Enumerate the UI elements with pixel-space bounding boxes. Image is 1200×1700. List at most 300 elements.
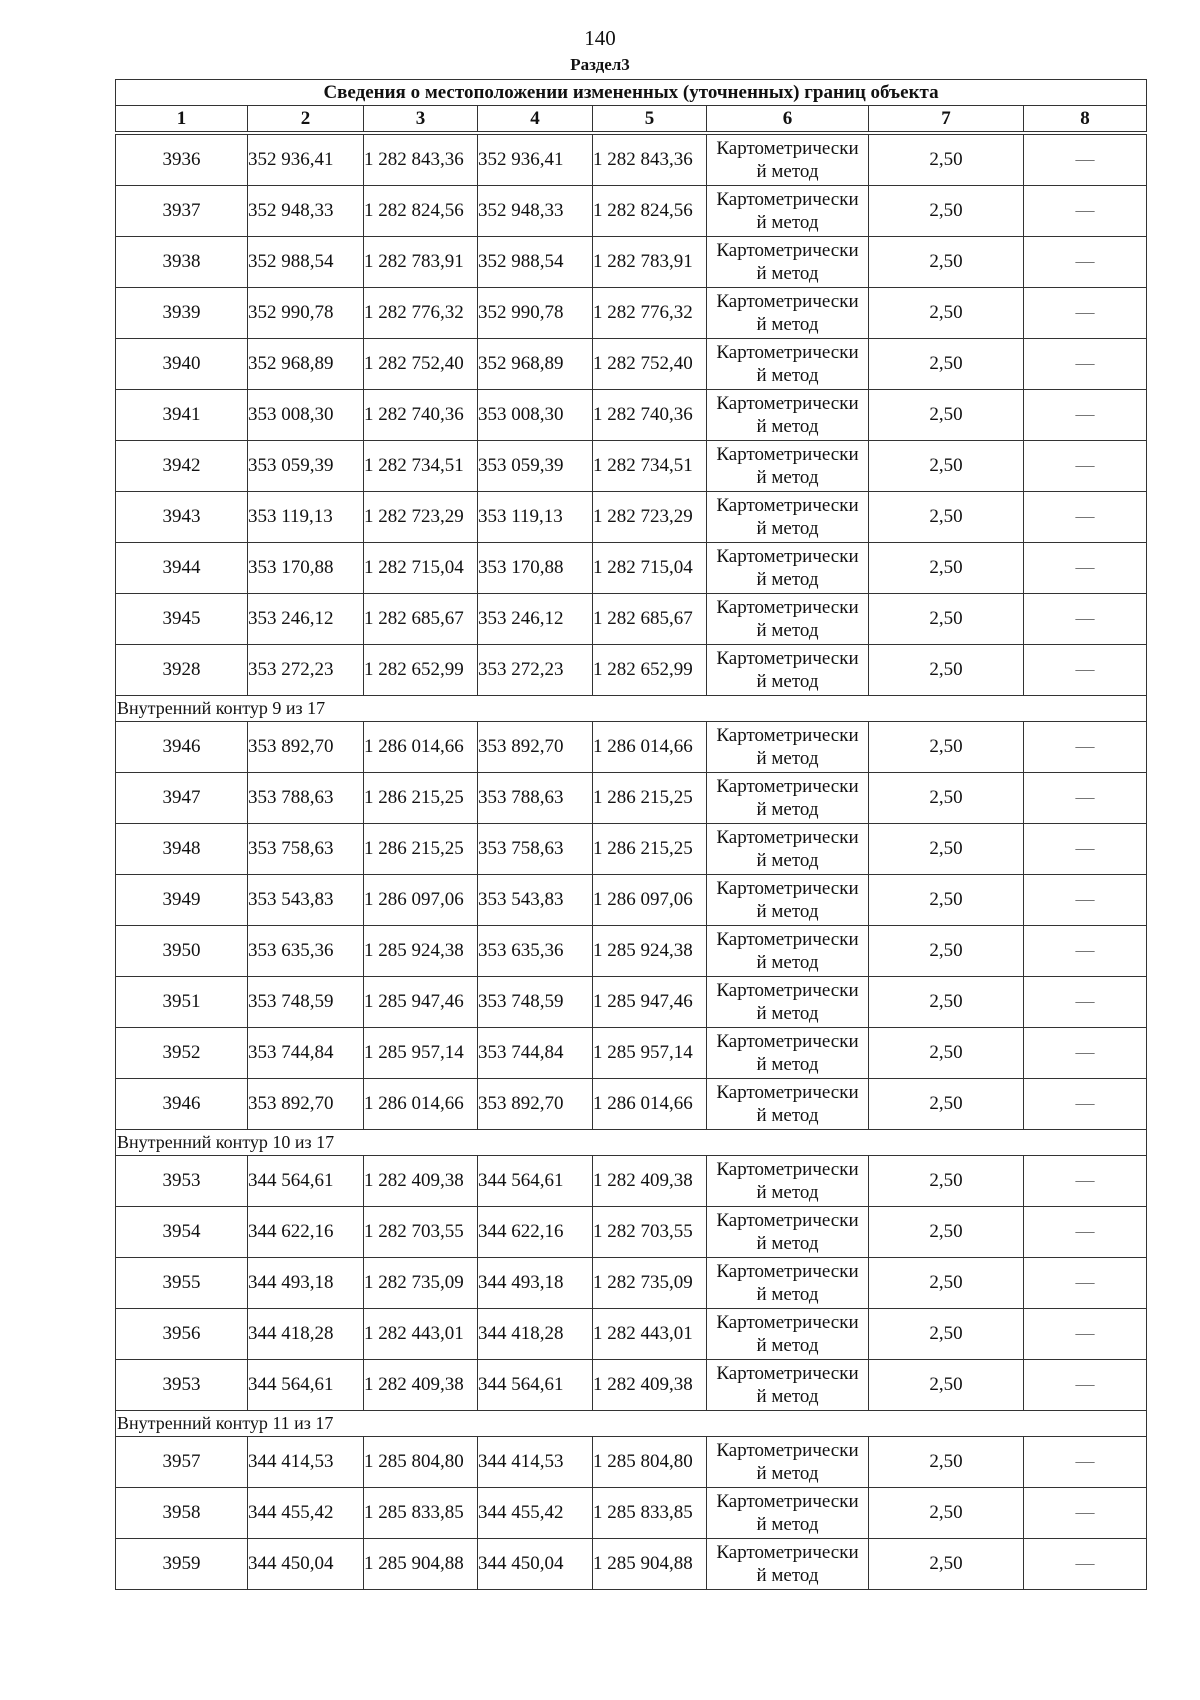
x-refined-cell: 352 948,33: [478, 186, 593, 237]
x-existing-cell: 352 990,78: [248, 288, 364, 339]
point-number-cell: 3941: [116, 390, 248, 441]
method-line: й метод: [756, 416, 819, 437]
method-line: й метод: [756, 1003, 819, 1024]
x-existing-cell: 353 272,23: [248, 645, 364, 696]
table-row: [116, 543, 1147, 594]
table-body: [116, 135, 1147, 1590]
method-line: й метод: [756, 952, 819, 973]
method-line: й метод: [756, 1463, 819, 1484]
column-number-row: [116, 106, 1147, 132]
method-cell: [707, 645, 869, 696]
method-line: Картометрически: [716, 980, 859, 1001]
y-refined-cell: 1 285 947,46: [593, 977, 707, 1028]
table-row: [116, 1309, 1147, 1360]
x-existing-cell: 344 622,16: [248, 1207, 364, 1258]
method-cell: [707, 288, 869, 339]
method-line: Картометрически: [716, 827, 859, 848]
point-number-cell: 3950: [116, 926, 248, 977]
method-cell: [707, 390, 869, 441]
note-cell: —: [1024, 1437, 1147, 1488]
precision-cell: 2,50: [869, 1028, 1024, 1079]
y-refined-cell: 1 286 014,66: [593, 1079, 707, 1130]
method-line: й метод: [756, 365, 819, 386]
method-cell: [707, 492, 869, 543]
x-refined-cell: 344 414,53: [478, 1437, 593, 1488]
method-cell: [707, 186, 869, 237]
note-cell: —: [1024, 1207, 1147, 1258]
point-number-cell: 3943: [116, 492, 248, 543]
method-line: Картометрически: [716, 291, 859, 312]
y-refined-cell: 1 282 752,40: [593, 339, 707, 390]
method-cell: [707, 594, 869, 645]
table-row: [116, 390, 1147, 441]
y-existing-cell: 1 282 715,04: [364, 543, 478, 594]
method-line: й метод: [756, 1054, 819, 1075]
method-line: й метод: [756, 748, 819, 769]
x-existing-cell: 344 564,61: [248, 1360, 364, 1411]
x-refined-cell: 353 246,12: [478, 594, 593, 645]
table-row: [116, 237, 1147, 288]
method-line: й метод: [756, 901, 819, 922]
precision-cell: 2,50: [869, 135, 1024, 186]
y-existing-cell: 1 285 804,80: [364, 1437, 478, 1488]
y-refined-cell: 1 282 409,38: [593, 1156, 707, 1207]
method-line: й метод: [756, 212, 819, 233]
note-cell: —: [1024, 1309, 1147, 1360]
table-row: [116, 441, 1147, 492]
method-line: Картометрически: [716, 342, 859, 363]
x-existing-cell: 344 414,53: [248, 1437, 364, 1488]
y-existing-cell: 1 285 924,38: [364, 926, 478, 977]
precision-cell: 2,50: [869, 824, 1024, 875]
note-cell: —: [1024, 824, 1147, 875]
note-cell: —: [1024, 1488, 1147, 1539]
method-line: Картометрически: [716, 393, 859, 414]
method-line: Картометрически: [716, 1082, 859, 1103]
x-refined-cell: 344 418,28: [478, 1309, 593, 1360]
column-number: 2: [248, 106, 364, 132]
method-line: й метод: [756, 1386, 819, 1407]
note-cell: —: [1024, 977, 1147, 1028]
x-refined-cell: 352 988,54: [478, 237, 593, 288]
table-row: [116, 977, 1147, 1028]
y-existing-cell: 1 282 723,29: [364, 492, 478, 543]
y-existing-cell: 1 282 752,40: [364, 339, 478, 390]
y-refined-cell: 1 282 783,91: [593, 237, 707, 288]
y-refined-cell: 1 285 957,14: [593, 1028, 707, 1079]
x-existing-cell: 353 788,63: [248, 773, 364, 824]
x-existing-cell: 344 418,28: [248, 1309, 364, 1360]
x-existing-cell: 353 119,13: [248, 492, 364, 543]
method-line: Картометрически: [716, 725, 859, 746]
x-refined-cell: 344 564,61: [478, 1156, 593, 1207]
note-cell: —: [1024, 186, 1147, 237]
point-number-cell: 3944: [116, 543, 248, 594]
method-cell: [707, 1309, 869, 1360]
y-existing-cell: 1 285 947,46: [364, 977, 478, 1028]
note-cell: —: [1024, 1360, 1147, 1411]
table-row: [116, 288, 1147, 339]
precision-cell: 2,50: [869, 543, 1024, 594]
precision-cell: 2,50: [869, 1207, 1024, 1258]
method-line: й метод: [756, 518, 819, 539]
y-refined-cell: 1 285 804,80: [593, 1437, 707, 1488]
table-row: [116, 492, 1147, 543]
method-cell: [707, 237, 869, 288]
method-cell: [707, 543, 869, 594]
method-cell: [707, 1207, 869, 1258]
y-existing-cell: 1 282 740,36: [364, 390, 478, 441]
y-refined-cell: 1 285 833,85: [593, 1488, 707, 1539]
note-cell: —: [1024, 492, 1147, 543]
y-existing-cell: 1 282 783,91: [364, 237, 478, 288]
method-line: й метод: [756, 467, 819, 488]
note-cell: —: [1024, 722, 1147, 773]
point-number-cell: 3939: [116, 288, 248, 339]
table-row: [116, 875, 1147, 926]
note-cell: —: [1024, 1258, 1147, 1309]
table-row: [116, 1360, 1147, 1411]
precision-cell: 2,50: [869, 722, 1024, 773]
method-line: Картометрически: [716, 444, 859, 465]
method-cell: [707, 1028, 869, 1079]
x-existing-cell: 353 008,30: [248, 390, 364, 441]
method-line: й метод: [756, 314, 819, 335]
y-existing-cell: 1 282 734,51: [364, 441, 478, 492]
y-refined-cell: 1 282 685,67: [593, 594, 707, 645]
precision-cell: 2,50: [869, 875, 1024, 926]
point-number-cell: 3948: [116, 824, 248, 875]
y-existing-cell: 1 282 652,99: [364, 645, 478, 696]
method-line: Картометрически: [716, 1542, 859, 1563]
y-refined-cell: 1 282 715,04: [593, 543, 707, 594]
y-refined-cell: 1 282 703,55: [593, 1207, 707, 1258]
contour-row: [116, 1130, 1147, 1156]
precision-cell: 2,50: [869, 926, 1024, 977]
note-cell: —: [1024, 1079, 1147, 1130]
y-existing-cell: 1 286 014,66: [364, 1079, 478, 1130]
point-number-cell: 3958: [116, 1488, 248, 1539]
column-number: 6: [707, 106, 869, 132]
method-line: Картометрически: [716, 546, 859, 567]
point-number-cell: 3952: [116, 1028, 248, 1079]
point-number-cell: 3956: [116, 1309, 248, 1360]
point-number-cell: 3946: [116, 722, 248, 773]
note-cell: —: [1024, 773, 1147, 824]
note-cell: —: [1024, 237, 1147, 288]
method-line: Картометрически: [716, 495, 859, 516]
x-existing-cell: 353 744,84: [248, 1028, 364, 1079]
method-line: Картометрически: [716, 1031, 859, 1052]
precision-cell: 2,50: [869, 1258, 1024, 1309]
method-line: й метод: [756, 161, 819, 182]
point-number-cell: 3959: [116, 1539, 248, 1590]
precision-cell: 2,50: [869, 1539, 1024, 1590]
y-refined-cell: 1 282 740,36: [593, 390, 707, 441]
x-refined-cell: 353 119,13: [478, 492, 593, 543]
method-line: й метод: [756, 1233, 819, 1254]
section-title: Раздел3: [570, 55, 630, 74]
method-line: й метод: [756, 1182, 819, 1203]
method-line: й метод: [756, 1284, 819, 1305]
y-existing-cell: 1 282 703,55: [364, 1207, 478, 1258]
point-number-cell: 3946: [116, 1079, 248, 1130]
method-line: й метод: [756, 1105, 819, 1126]
x-existing-cell: 344 564,61: [248, 1156, 364, 1207]
y-existing-cell: 1 282 409,38: [364, 1360, 478, 1411]
note-cell: —: [1024, 441, 1147, 492]
method-cell: [707, 1488, 869, 1539]
y-existing-cell: 1 285 957,14: [364, 1028, 478, 1079]
method-cell: [707, 977, 869, 1028]
table-row: [116, 339, 1147, 390]
method-line: Картометрически: [716, 878, 859, 899]
point-number-cell: 3938: [116, 237, 248, 288]
precision-cell: 2,50: [869, 441, 1024, 492]
method-cell: [707, 1360, 869, 1411]
method-cell: [707, 773, 869, 824]
precision-cell: 2,50: [869, 1488, 1024, 1539]
x-existing-cell: 353 170,88: [248, 543, 364, 594]
x-refined-cell: 353 170,88: [478, 543, 593, 594]
table-row: [116, 135, 1147, 186]
method-line: Картометрически: [716, 1440, 859, 1461]
x-existing-cell: 344 455,42: [248, 1488, 364, 1539]
y-existing-cell: 1 282 735,09: [364, 1258, 478, 1309]
y-refined-cell: 1 282 776,32: [593, 288, 707, 339]
method-line: Картометрически: [716, 189, 859, 210]
x-refined-cell: 353 892,70: [478, 722, 593, 773]
precision-cell: 2,50: [869, 186, 1024, 237]
method-line: Картометрически: [716, 776, 859, 797]
method-line: й метод: [756, 850, 819, 871]
x-existing-cell: 353 748,59: [248, 977, 364, 1028]
method-cell: [707, 1079, 869, 1130]
point-number-cell: 3955: [116, 1258, 248, 1309]
x-refined-cell: 353 758,63: [478, 824, 593, 875]
method-cell: [707, 875, 869, 926]
column-number: 3: [364, 106, 478, 132]
precision-cell: 2,50: [869, 237, 1024, 288]
column-number: 1: [116, 106, 248, 132]
precision-cell: 2,50: [869, 1437, 1024, 1488]
table-row: [116, 1156, 1147, 1207]
method-cell: [707, 1539, 869, 1590]
precision-cell: 2,50: [869, 1360, 1024, 1411]
precision-cell: 2,50: [869, 1309, 1024, 1360]
x-refined-cell: 344 493,18: [478, 1258, 593, 1309]
table-row: [116, 594, 1147, 645]
x-refined-cell: 353 635,36: [478, 926, 593, 977]
x-existing-cell: 353 758,63: [248, 824, 364, 875]
point-number-cell: 3947: [116, 773, 248, 824]
table-caption: Сведения о местоположении измененных (уточненных) границ объекта: [116, 80, 1147, 106]
method-line: Картометрически: [716, 1312, 859, 1333]
x-refined-cell: 353 008,30: [478, 390, 593, 441]
x-existing-cell: 352 968,89: [248, 339, 364, 390]
point-number-cell: 3953: [116, 1156, 248, 1207]
note-cell: —: [1024, 1539, 1147, 1590]
method-line: Картометрически: [716, 1261, 859, 1282]
table-row: [116, 1437, 1147, 1488]
table-row: [116, 1488, 1147, 1539]
method-line: Картометрически: [716, 1210, 859, 1231]
x-existing-cell: 344 450,04: [248, 1539, 364, 1590]
y-refined-cell: 1 286 097,06: [593, 875, 707, 926]
point-number-cell: 3957: [116, 1437, 248, 1488]
method-cell: [707, 135, 869, 186]
table-row: [116, 1539, 1147, 1590]
y-refined-cell: 1 282 734,51: [593, 441, 707, 492]
y-refined-cell: 1 286 014,66: [593, 722, 707, 773]
table-row: [116, 186, 1147, 237]
method-line: й метод: [756, 1335, 819, 1356]
x-existing-cell: 344 493,18: [248, 1258, 364, 1309]
y-existing-cell: 1 282 843,36: [364, 135, 478, 186]
note-cell: —: [1024, 543, 1147, 594]
table-row: [116, 722, 1147, 773]
method-line: Картометрически: [716, 138, 859, 159]
column-number: 5: [593, 106, 707, 132]
y-existing-cell: 1 286 215,25: [364, 824, 478, 875]
method-line: Картометрически: [716, 1159, 859, 1180]
note-cell: —: [1024, 135, 1147, 186]
x-existing-cell: 353 543,83: [248, 875, 364, 926]
x-refined-cell: 353 892,70: [478, 1079, 593, 1130]
x-refined-cell: 353 748,59: [478, 977, 593, 1028]
note-cell: —: [1024, 645, 1147, 696]
y-existing-cell: 1 286 014,66: [364, 722, 478, 773]
note-cell: —: [1024, 1028, 1147, 1079]
method-line: Картометрически: [716, 648, 859, 669]
point-number-cell: 3936: [116, 135, 248, 186]
contour-label: Внутренний контур 10 из 17: [116, 1130, 1147, 1156]
y-existing-cell: 1 282 685,67: [364, 594, 478, 645]
x-refined-cell: 344 622,16: [478, 1207, 593, 1258]
column-number: 7: [869, 106, 1024, 132]
point-number-cell: 3937: [116, 186, 248, 237]
method-cell: [707, 1437, 869, 1488]
method-line: й метод: [756, 569, 819, 590]
precision-cell: 2,50: [869, 339, 1024, 390]
table-row: [116, 1028, 1147, 1079]
y-existing-cell: 1 285 833,85: [364, 1488, 478, 1539]
contour-label: Внутренний контур 9 из 17: [116, 696, 1147, 722]
y-existing-cell: 1 282 824,56: [364, 186, 478, 237]
y-refined-cell: 1 282 652,99: [593, 645, 707, 696]
precision-cell: 2,50: [869, 645, 1024, 696]
note-cell: —: [1024, 926, 1147, 977]
x-existing-cell: 352 936,41: [248, 135, 364, 186]
x-refined-cell: 353 059,39: [478, 441, 593, 492]
table-row: [116, 1258, 1147, 1309]
x-refined-cell: 352 968,89: [478, 339, 593, 390]
y-existing-cell: 1 282 409,38: [364, 1156, 478, 1207]
y-refined-cell: 1 286 215,25: [593, 824, 707, 875]
method-line: Картометрически: [716, 240, 859, 261]
note-cell: —: [1024, 390, 1147, 441]
y-refined-cell: 1 282 824,56: [593, 186, 707, 237]
precision-cell: 2,50: [869, 977, 1024, 1028]
x-refined-cell: 344 455,42: [478, 1488, 593, 1539]
precision-cell: 2,50: [869, 594, 1024, 645]
point-number-cell: 3945: [116, 594, 248, 645]
y-refined-cell: 1 285 924,38: [593, 926, 707, 977]
x-existing-cell: 353 892,70: [248, 722, 364, 773]
x-existing-cell: 353 246,12: [248, 594, 364, 645]
y-refined-cell: 1 286 215,25: [593, 773, 707, 824]
precision-cell: 2,50: [869, 1156, 1024, 1207]
table-row: [116, 773, 1147, 824]
y-refined-cell: 1 282 723,29: [593, 492, 707, 543]
x-refined-cell: 353 543,83: [478, 875, 593, 926]
method-line: й метод: [756, 671, 819, 692]
x-existing-cell: 352 948,33: [248, 186, 364, 237]
method-line: Картометрически: [716, 1491, 859, 1512]
y-refined-cell: 1 282 735,09: [593, 1258, 707, 1309]
method-line: й метод: [756, 799, 819, 820]
y-refined-cell: 1 285 904,88: [593, 1539, 707, 1590]
note-cell: —: [1024, 594, 1147, 645]
point-number-cell: 3953: [116, 1360, 248, 1411]
method-line: Картометрически: [716, 929, 859, 950]
x-existing-cell: 353 892,70: [248, 1079, 364, 1130]
note-cell: —: [1024, 1156, 1147, 1207]
x-existing-cell: 353 635,36: [248, 926, 364, 977]
method-line: й метод: [756, 1565, 819, 1586]
method-cell: [707, 1258, 869, 1309]
x-refined-cell: 352 990,78: [478, 288, 593, 339]
point-number-cell: 3951: [116, 977, 248, 1028]
y-refined-cell: 1 282 409,38: [593, 1360, 707, 1411]
point-number-cell: 3942: [116, 441, 248, 492]
note-cell: —: [1024, 288, 1147, 339]
boundary-table: [115, 79, 1147, 1590]
precision-cell: 2,50: [869, 492, 1024, 543]
method-cell: [707, 926, 869, 977]
method-cell: [707, 722, 869, 773]
point-number-cell: 3928: [116, 645, 248, 696]
method-line: й метод: [756, 1514, 819, 1535]
x-refined-cell: 352 936,41: [478, 135, 593, 186]
method-cell: [707, 441, 869, 492]
y-existing-cell: 1 286 097,06: [364, 875, 478, 926]
point-number-cell: 3949: [116, 875, 248, 926]
method-cell: [707, 824, 869, 875]
precision-cell: 2,50: [869, 390, 1024, 441]
precision-cell: 2,50: [869, 288, 1024, 339]
x-refined-cell: 353 788,63: [478, 773, 593, 824]
x-refined-cell: 353 272,23: [478, 645, 593, 696]
table-row: [116, 824, 1147, 875]
precision-cell: 2,50: [869, 1079, 1024, 1130]
y-existing-cell: 1 286 215,25: [364, 773, 478, 824]
precision-cell: 2,50: [869, 773, 1024, 824]
point-number-cell: 3954: [116, 1207, 248, 1258]
column-number: 4: [478, 106, 593, 132]
method-line: й метод: [756, 620, 819, 641]
contour-label: Внутренний контур 11 из 17: [116, 1411, 1147, 1437]
point-number-cell: 3940: [116, 339, 248, 390]
y-existing-cell: 1 282 443,01: [364, 1309, 478, 1360]
y-existing-cell: 1 285 904,88: [364, 1539, 478, 1590]
y-refined-cell: 1 282 843,36: [593, 135, 707, 186]
x-refined-cell: 344 564,61: [478, 1360, 593, 1411]
y-refined-cell: 1 282 443,01: [593, 1309, 707, 1360]
column-number: 8: [1024, 106, 1147, 132]
x-refined-cell: 353 744,84: [478, 1028, 593, 1079]
contour-row: [116, 696, 1147, 722]
